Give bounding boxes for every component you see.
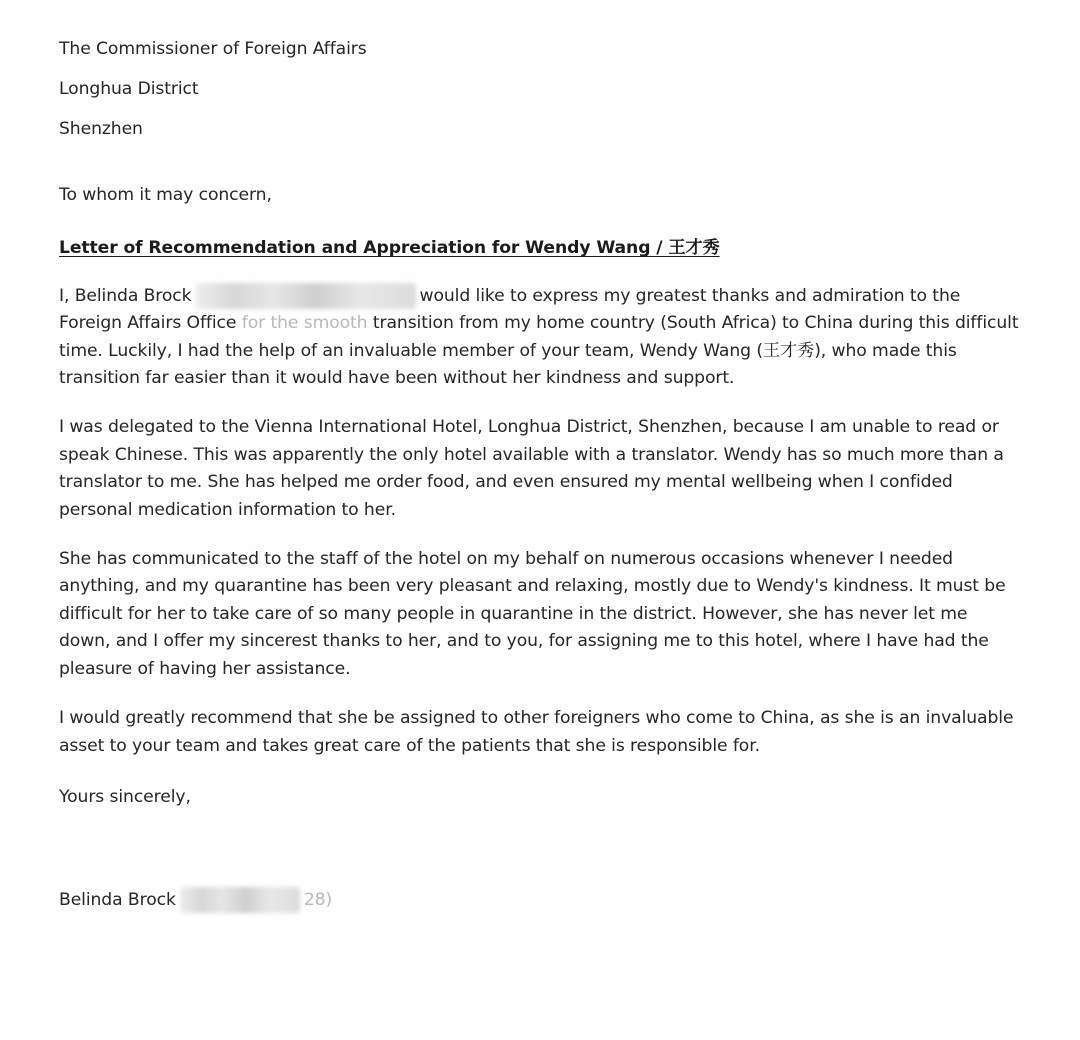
paragraph-4: I would greatly recommend that she be assigned to other foreigners who come to China, as she is an invaluable asset to your team and takes great care of the patients that she is responsible for.	[59, 708, 1014, 756]
signature-redaction-blur	[180, 887, 300, 913]
paragraph-1	[59, 283, 1024, 393]
paragraph-1-rest: transition from my home country (South Africa) to China during this difficult time. Luckily, I had the help of an invaluable member of your team, Wendy Wang (王才秀), who made this transition far easier than it would have been without her kindness and support.	[59, 313, 1019, 389]
address-line-1: The Commissioner of Foreign Affairs	[59, 39, 367, 59]
paragraph-1-opening: I, Belinda Brock	[59, 285, 192, 306]
paragraph-2: I was delegated to the Vienna International Hotel, Longhua District, Shenzhen, because I am unable to read or speak Chinese. This was apparently the only hotel available with a translator. Wendy has so much more than a translator to me. She has helped me order food, and even ensured my mental wellbeing when I confided personal medication information to her.	[59, 417, 1004, 520]
paragraph-3: She has communicated to the staff of the hotel on my behalf on numerous occasions whenever I needed anything, and my quarantine has been very pleasant and relaxing, mostly due to Wendy's kindness. It must be difficult for her to take care of so many people in quarantine in the district. However, she has never let me down, and I offer my sincerest thanks to her, and to you, for assigning me to this hotel, where I have had the pleasure of having her assistance.	[59, 549, 1006, 679]
salutation: To whom it may concern,	[59, 185, 272, 205]
recipient-address	[59, 36, 1024, 156]
signature-suffix: 28)	[303, 890, 333, 911]
closing: Yours sincerely,	[59, 786, 191, 807]
letter-subject: Letter of Recommendation and Appreciation for Wendy Wang / 王才秀	[59, 238, 720, 259]
signature-name: Belinda Brock	[59, 890, 176, 911]
redaction-blur	[196, 283, 416, 309]
address-line-3: Shenzhen	[59, 119, 143, 139]
letter-body	[59, 36, 1024, 915]
signature	[59, 887, 1024, 914]
paragraph-1-middle: would like to express my greatest thanks and admiration to the Foreign Affairs Office	[59, 285, 961, 334]
paragraph-1-faded-text: for the smooth	[241, 313, 368, 334]
address-line-2: Longhua District	[59, 79, 199, 99]
